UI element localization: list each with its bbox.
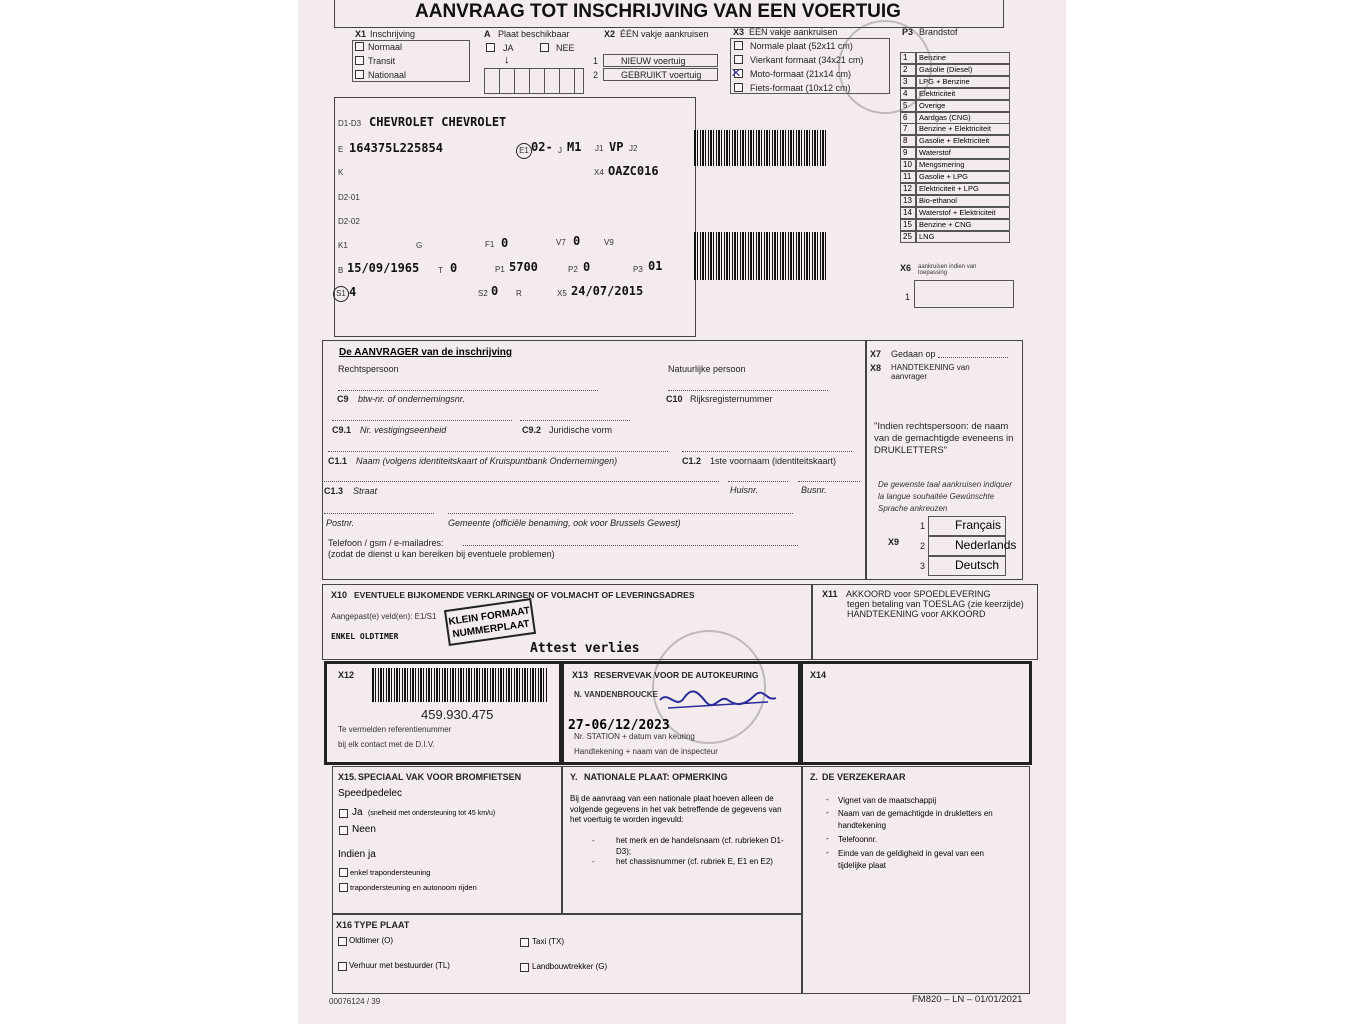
x16-oldtimer-checkbox[interactable] — [338, 937, 347, 946]
fuel-number: 13 — [903, 195, 912, 205]
registration-form — [298, 0, 1066, 1024]
x14-box — [800, 661, 1032, 765]
a-ja-label: JA — [503, 43, 514, 53]
a-title: Plaat beschikbaar — [498, 29, 570, 39]
x2-option: NIEUW voertuig — [621, 56, 686, 66]
c12-text: 1ste voornaam (identiteitskaart) — [710, 456, 837, 466]
x15-ja-checkbox[interactable] — [339, 809, 348, 818]
c92-text: Juridische vorm — [549, 425, 613, 435]
x10-line1: Aangepast(e) veld(en): E1/S1 — [331, 612, 437, 621]
x11-line3: HANDTEKENING voor AKKOORD — [847, 609, 986, 619]
x14-label: X14 — [810, 670, 827, 680]
x15-ja: Ja — [352, 807, 363, 818]
x15-neen-checkbox[interactable] — [339, 826, 348, 835]
indien-ja: Indien ja — [338, 849, 376, 860]
y-text: Bij de aanvraag van een nationale plaat hoeven alleen de volgende gegevens in het vak betreffende de gegevens van het voertuig te worden ingevuld: — [570, 794, 782, 824]
x16-option: Verhuur met bestuurder (TL) — [349, 961, 450, 970]
x5-value: 24/07/2015 — [571, 284, 644, 298]
b-value: 15/09/1965 — [347, 261, 420, 275]
x1-checkbox-nationaal[interactable] — [355, 70, 364, 79]
lang-num: 1 — [920, 521, 926, 531]
z-item: Telefoonnr. — [838, 835, 878, 844]
phone-note: (zodat de dienst u kan bereiken bij eventuele problemen) — [328, 549, 555, 559]
z-item: Naam van de gemachtigde in drukletters en handtekening — [838, 809, 993, 830]
lang-label: Français — [955, 518, 1002, 532]
z-bullet: - — [826, 848, 829, 857]
s2-value: 0 — [491, 284, 499, 298]
lang-label: Nederlands — [955, 538, 1017, 552]
lang-label: Deutsch — [955, 558, 1000, 572]
postnr-label: Postnr. — [326, 518, 355, 528]
p3-label: P3 — [902, 27, 914, 37]
plate-digit-boxes[interactable] — [484, 68, 584, 94]
g-label: G — [416, 241, 423, 250]
k-label: K — [338, 168, 344, 177]
y-title: NATIONALE PLAAT: OPMERKING — [584, 772, 728, 782]
vehicle-data-box — [334, 97, 696, 337]
p1-label: P1 — [495, 265, 505, 274]
natural-person-label: Natuurlijke persoon — [668, 364, 746, 374]
x16-verhuur-checkbox[interactable] — [338, 962, 347, 971]
reference-number: 459.930.475 — [421, 707, 494, 722]
fuel-label: Gasolie + LPG — [919, 172, 968, 181]
z-bullet: - — [826, 808, 829, 817]
applicant-title: De AANVRAGER van de inschrijving — [339, 347, 512, 358]
c12-label: C1.2 — [682, 456, 702, 466]
x7-text: Gedaan op — [891, 349, 936, 359]
fuel-label: Benzine + Elektriciteit — [919, 124, 991, 134]
fuel-number: 5 — [903, 100, 908, 110]
c11-label: C1.1 — [328, 456, 348, 466]
x3-option: Fiets-formaat (10x12 cm) — [750, 83, 851, 93]
j-value: M1 — [567, 140, 582, 154]
fuel-label: Benzine — [919, 53, 947, 62]
e-label: E — [338, 145, 344, 154]
x8-note: "Indien rechtspersoon: de naam van de gemachtigde eveneens in DRUKLETTERS" — [874, 421, 1014, 456]
form-title: AANVRAAG TOT INSCHRIJVING VAN EEN VOERTUIG — [415, 1, 901, 22]
x1-option: Nationaal — [368, 70, 407, 80]
e1-value: 02- — [531, 140, 553, 154]
c92-field[interactable] — [520, 420, 630, 421]
fuel-label: Elektriciteit + LPG — [919, 183, 979, 193]
x1-option: Transit — [368, 56, 396, 66]
x15-opt1: enkel trapondersteuning — [350, 868, 431, 877]
x11-line1: AKKOORD voor SPOEDLEVERING — [846, 589, 991, 599]
p2-value: 0 — [583, 260, 591, 274]
fuel-number: 3 — [903, 76, 908, 86]
x3-checkbox[interactable] — [734, 41, 743, 50]
x3-option: Vierkant formaat (34x21 cm) — [750, 55, 864, 65]
t-value: 0 — [450, 261, 458, 275]
p3-title: Brandstof — [919, 27, 958, 37]
check-mark-icon: × — [731, 63, 741, 82]
r-label: R — [516, 289, 522, 298]
a-ja-checkbox[interactable] — [486, 43, 495, 52]
fuel-label: Elektriciteit — [919, 88, 956, 98]
x2-num: 2 — [593, 70, 599, 80]
x13-label: X13 — [572, 670, 589, 680]
footer-form-code: FM820 – LN – 01/01/2021 — [912, 994, 1023, 1005]
c91-text: Nr. vestigingseenheid — [360, 425, 447, 435]
fuel-label: Gasolie (Diesel) — [919, 64, 973, 74]
c92-label: C9.2 — [522, 425, 542, 435]
s2-label: S2 — [478, 289, 488, 298]
x10-label: X10 — [331, 590, 348, 600]
speedpedelec-label: Speedpedelec — [338, 788, 402, 799]
x16-label: X16 — [336, 920, 353, 930]
x15-title: SPECIAAL VAK VOOR BROMFIETSEN — [358, 772, 522, 782]
c91-field[interactable] — [332, 420, 512, 421]
fuel-number: 6 — [903, 112, 908, 122]
fuel-number: 10 — [903, 160, 912, 170]
z-item: Vignet van de maatschappij — [838, 796, 937, 805]
phone-label: Telefoon / gsm / e-mailadres: — [328, 538, 444, 548]
t-label: T — [438, 266, 443, 275]
x3-title: ÉÉN vakje aankruisen — [749, 27, 838, 37]
x15-opt2-checkbox[interactable] — [339, 883, 348, 892]
j-label: J — [558, 146, 562, 155]
x6-label: X6 — [900, 263, 912, 273]
c10-text: Rijksregisternummer — [690, 394, 773, 404]
x6-num: 1 — [905, 292, 911, 302]
fuel-label: LPG + Benzine — [919, 76, 970, 86]
inspector-signature — [658, 688, 778, 712]
x9-label: X9 — [888, 537, 900, 547]
f1-label: F1 — [485, 240, 495, 249]
huisnr-field[interactable] — [728, 481, 788, 482]
v9-label: V9 — [604, 238, 614, 247]
x16-taxi-checkbox[interactable] — [520, 938, 529, 947]
lang-num: 2 — [920, 541, 926, 551]
x15-ja-note: (snelheid met ondersteuning tot 45 km/u) — [368, 810, 496, 817]
c9-text: btw-nr. of ondernemingsnr. — [358, 394, 465, 404]
a-nee-label: NEE — [556, 43, 575, 53]
x9-intro: De gewenste taal aankruisen indiquer la langue souhaitée Gewünschte Sprache ankreuzen — [878, 480, 1012, 513]
fuel-number: 9 — [903, 148, 908, 158]
c11-text: Naam (volgens identiteitskaart of Kruispuntbank Ondernemingen) — [356, 456, 618, 466]
vehicle-make: CHEVROLET CHEVROLET — [369, 115, 507, 129]
f1-value: 0 — [501, 236, 509, 250]
footer-serial: 00076124 / 39 — [329, 997, 381, 1006]
x16-option: Landbouwtrekker (G) — [532, 962, 608, 971]
fuel-number: 15 — [903, 219, 912, 229]
j2-label: J2 — [629, 144, 638, 153]
x4-label: X4 — [594, 168, 604, 177]
x12-note1: Te vermelden referentienummer — [338, 725, 452, 734]
postnr-field[interactable] — [324, 513, 434, 514]
barcode-reference — [372, 668, 548, 702]
fuel-label: Mengsmering — [919, 160, 965, 170]
c13-field[interactable] — [324, 481, 719, 482]
x1-option: Normaal — [368, 42, 403, 52]
x1-title: Inschrijving — [370, 29, 416, 39]
barcode-middle — [694, 232, 826, 280]
y-bullet: - — [592, 836, 595, 845]
x13-sub2: Handtekening + naam van de inspecteur — [574, 747, 718, 756]
fuel-label: Waterstof + Elektriciteit — [919, 207, 996, 217]
x15-label: X15. — [338, 772, 357, 782]
a-nee-checkbox[interactable] — [540, 43, 549, 52]
d1d3-label: D1-D3 — [338, 119, 362, 128]
j1-label: J1 — [595, 144, 604, 153]
x12-note2: bij elk contact met de D.I.V. — [338, 740, 435, 749]
x3-option: Moto-formaat (21x14 cm) — [750, 69, 852, 79]
x6-box[interactable] — [914, 280, 1014, 308]
x1-checkbox-transit[interactable] — [355, 56, 364, 65]
d21-label: D2-01 — [338, 193, 360, 202]
inspector-name: N. VANDENBROUCKE — [574, 690, 658, 699]
x7-label: X7 — [870, 349, 882, 359]
fuel-number: 12 — [903, 183, 912, 193]
x12-label: X12 — [338, 670, 355, 680]
z-title: DE VERZEKERAAR — [822, 772, 906, 782]
z-bullet: - — [826, 795, 829, 804]
c91-label: C9.1 — [332, 425, 352, 435]
huisnr-label: Huisnr. — [730, 485, 759, 495]
x1-checkbox-normaal[interactable] — [355, 42, 364, 51]
x5-label: X5 — [557, 289, 567, 298]
fuel-number: 25 — [903, 231, 912, 241]
x3-label: X3 — [733, 27, 745, 37]
x2-num: 1 — [593, 56, 599, 66]
fuel-label: Bio-ethanol — [919, 195, 957, 205]
fuel-label: Gasolie + Elektriciteit — [919, 136, 990, 146]
barcode-top — [694, 130, 826, 166]
x16-title: TYPE PLAAT — [354, 920, 410, 930]
y-item: het chassisnummer (cf. rubriek E, E1 en E2) — [616, 857, 773, 866]
z-label: Z. — [810, 772, 818, 782]
v7-label: V7 — [556, 238, 566, 247]
a-label: A — [484, 29, 491, 39]
fuel-number: 1 — [903, 53, 908, 62]
c9-label: C9 — [337, 394, 349, 404]
gemeente-field[interactable] — [448, 513, 793, 514]
fuel-number: 7 — [903, 124, 908, 134]
fuel-number: 8 — [903, 136, 908, 146]
x13-sub1: Nr. STATION + datum van keuring — [574, 732, 695, 741]
p3-value-label: P3 — [633, 265, 643, 274]
x10-line2: ENKEL OLDTIMER — [331, 632, 399, 641]
fuel-label: LNG — [919, 231, 935, 241]
attest-verlies: Attest verlies — [530, 641, 640, 656]
x10-title: EVENTUELE BIJKOMENDE VERKLARINGEN OF VOLMACHT OF LEVERINGSADRES — [354, 590, 695, 600]
busnr-field[interactable] — [798, 481, 860, 482]
x3-option: Normale plaat (52x11 cm) — [750, 41, 853, 51]
fuel-label: Waterstof — [919, 148, 951, 158]
c12-field[interactable] — [682, 451, 852, 452]
x11-label: X11 — [822, 589, 838, 599]
fuel-number: 14 — [903, 207, 912, 217]
fuel-label: Benzine + CNG — [919, 219, 972, 229]
b-label: B — [338, 266, 344, 275]
c13-text: Straat — [353, 486, 378, 496]
x2-option: GEBRUIKT voertuig — [621, 70, 702, 80]
c10-field[interactable] — [668, 390, 828, 391]
d22-label: D2-02 — [338, 217, 360, 226]
x4-value: OAZC016 — [608, 164, 659, 178]
x15-neen: Neen — [352, 824, 376, 835]
x15-opt1-checkbox[interactable] — [339, 868, 348, 877]
x7-field[interactable] — [938, 357, 1008, 358]
klein-formaat-stamp: KLEIN FORMAAT NUMMERPLAAT — [444, 598, 536, 646]
p2-label: P2 — [568, 265, 578, 274]
p3-value: 01 — [648, 259, 663, 273]
p1-value: 5700 — [509, 260, 538, 274]
x16-landbouw-checkbox[interactable] — [520, 963, 529, 972]
v7-value: 0 — [573, 234, 581, 248]
fuel-number: 2 — [903, 64, 908, 74]
lang-num: 3 — [920, 561, 926, 571]
x1-label: X1 — [355, 29, 367, 39]
y-bullet: - — [592, 857, 595, 866]
inspection-date: 27-06/12/2023 — [568, 718, 670, 733]
legal-person-label: Rechtspersoon — [338, 364, 399, 374]
c11-field[interactable] — [328, 451, 668, 452]
arrow-down-icon: ↓ — [504, 54, 510, 66]
x3-checkbox[interactable] — [734, 83, 743, 92]
x2-label: X2 — [604, 29, 616, 39]
x8-text: HANDTEKENING van aanvrager — [891, 363, 970, 381]
e1-label: E1 — [516, 143, 532, 159]
x8-label: X8 — [870, 363, 882, 373]
x13-title: RESERVEVAK VOOR DE AUTOKEURING — [594, 670, 759, 680]
j1-value: VP — [609, 140, 624, 154]
phone-field[interactable] — [463, 545, 798, 546]
gemeente-label: Gemeente (officiële benaming, ook voor Brussels Gewest) — [448, 518, 681, 528]
fuel-number: 11 — [903, 172, 912, 181]
s1-label: S1 — [333, 286, 349, 302]
y-item: het merk en de handelsnaam (cf. rubrieken D1-D3); — [616, 836, 784, 856]
k1-label: K1 — [338, 241, 348, 250]
x15-opt2: trapondersteuning en autonoom rijden — [350, 883, 477, 892]
x11-line2: tegen betaling van TOESLAG (zie keerzijde) — [847, 599, 1024, 609]
c9-field[interactable] — [338, 390, 598, 391]
x16-option: Oldtimer (O) — [349, 936, 393, 945]
x6-text: aankruisen indien van toepassing — [918, 264, 977, 276]
busnr-label: Busnr. — [801, 485, 827, 495]
y-label: Y. — [570, 772, 578, 782]
x16-option: Taxi (TX) — [532, 937, 564, 946]
z-bullet: - — [826, 834, 829, 843]
z-item: Einde van de geldigheid in geval van een tijdelijke plaat — [838, 849, 984, 870]
fuel-label: Aardgas (CNG) — [919, 112, 971, 122]
fuel-number: 4 — [903, 88, 908, 98]
x2-title: ÉÉN vakje aankruisen — [620, 29, 709, 39]
s1-value: 4 — [349, 285, 357, 299]
vin-value: 164375L225854 — [349, 141, 443, 155]
fuel-label: Overige — [919, 100, 946, 110]
stamp-circle — [838, 20, 932, 114]
c10-label: C10 — [666, 394, 683, 404]
c13-label: C1.3 — [324, 486, 344, 496]
